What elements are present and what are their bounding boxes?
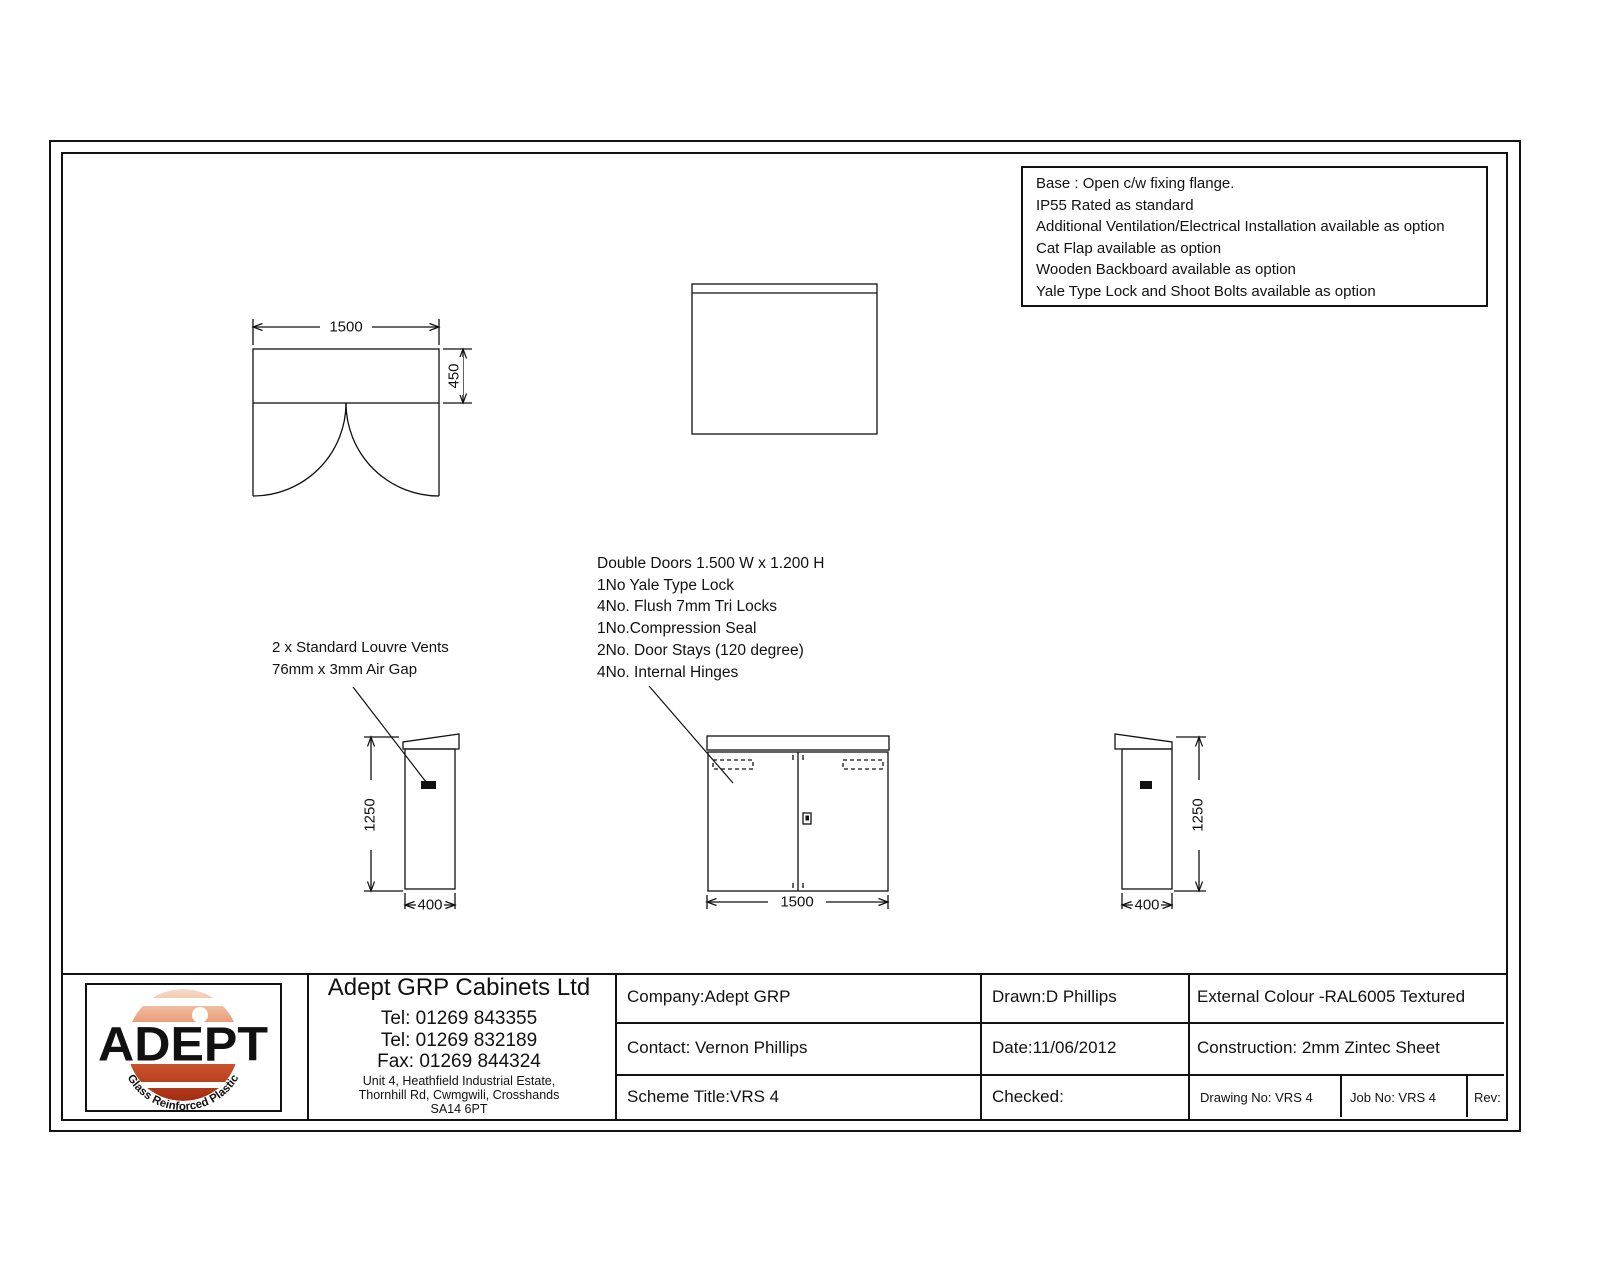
louvre-vent-left-side — [421, 781, 436, 789]
external-colour-field: External Colour -RAL6005 Textured — [1197, 987, 1466, 1006]
left-height-dim: 1250 — [361, 798, 379, 832]
date-field: Date:11/06/2012 — [992, 1038, 1117, 1057]
logo-text: ADEPT — [98, 1018, 268, 1072]
company-field: Company:Adept GRP — [627, 987, 791, 1006]
right-depth-dim: 400 — [1134, 896, 1160, 914]
title-block-divider — [1466, 1074, 1468, 1117]
door-spec-line: 1No Yale Type Lock — [597, 576, 735, 594]
vent-note-line: 2 x Standard Louvre Vents — [272, 639, 449, 656]
plan-width-dim: 1500 — [329, 318, 363, 336]
louvre-vent-front-right — [843, 760, 883, 769]
title-block-divider — [1188, 973, 1190, 1121]
note-line: Yale Type Lock and Shoot Bolts available as option — [1036, 282, 1376, 300]
note-line: Cat Flap available as option — [1036, 239, 1222, 257]
address-line: Thornhill Rd, Cwmgwili, Crosshands — [358, 1088, 560, 1102]
note-line: Wooden Backboard available as option — [1036, 261, 1296, 279]
tel2: Tel: 01269 832189 — [380, 1030, 538, 1051]
louvre-vent-right-side — [1140, 781, 1152, 789]
drawn-field: Drawn:D Phillips — [992, 987, 1117, 1006]
vent-note-block — [272, 637, 449, 681]
note-line: IP55 Rated as standard — [1036, 196, 1194, 214]
address-line: SA14 6PT — [430, 1102, 488, 1116]
title-block-row-divider — [615, 1074, 1504, 1076]
door-spec-line: Double Doors 1.500 W x 1.200 H — [597, 555, 825, 572]
vent-leader-line — [353, 687, 426, 782]
left-depth-dim: 400 — [417, 896, 443, 914]
title-block-row-divider — [615, 1022, 1504, 1024]
plan-depth-dim: 450 — [445, 363, 463, 389]
leader-lines — [353, 686, 733, 783]
door-spec-block — [597, 553, 824, 683]
drawing-no-field: Drawing No: VRS 4 — [1200, 1090, 1313, 1105]
title-block-divider — [615, 973, 617, 1121]
rev-field: Rev: — [1474, 1090, 1501, 1105]
logo-tagline: Glass Reinforced Plastic — [124, 1072, 242, 1110]
scheme-title-field: Scheme Title:VRS 4 — [627, 1087, 780, 1106]
top-view — [692, 284, 877, 434]
company-name: Adept GRP Cabinets Ltd — [327, 974, 591, 1001]
construction-field: Construction: 2mm Zintec Sheet — [1197, 1038, 1440, 1057]
contact-field: Contact: Vernon Phillips — [627, 1038, 808, 1057]
note-line: Additional Ventilation/Electrical Installation available as option — [1036, 218, 1445, 236]
door-spec-line: 4No. Internal Hinges — [597, 663, 739, 681]
front-elevation — [707, 736, 889, 910]
title-block-divider — [1340, 1074, 1342, 1117]
checked-field: Checked: — [992, 1087, 1064, 1106]
door-spec-line: 2No. Door Stays (120 degree) — [597, 641, 804, 659]
door-spec-line: 4No. Flush 7mm Tri Locks — [597, 598, 778, 616]
notes-box — [1021, 166, 1488, 307]
tel1: Tel: 01269 843355 — [380, 1008, 538, 1029]
fax: Fax: 01269 844324 — [377, 1051, 541, 1072]
door-spec-leader-line — [649, 686, 733, 783]
right-height-dim: 1250 — [1189, 798, 1207, 832]
plan-view — [253, 318, 472, 496]
title-block-divider — [980, 973, 982, 1121]
door-spec-line: 1No.Compression Seal — [597, 620, 757, 638]
adept-logo — [87, 985, 280, 1110]
address-line: Unit 4, Heathfield Industrial Estate, — [362, 1074, 556, 1088]
note-line: Base : Open c/w fixing flange. — [1036, 175, 1235, 192]
vent-note-line: 76mm x 3mm Air Gap — [272, 661, 418, 678]
job-no-field: Job No: VRS 4 — [1350, 1090, 1436, 1105]
front-width-dim: 1500 — [780, 893, 814, 911]
